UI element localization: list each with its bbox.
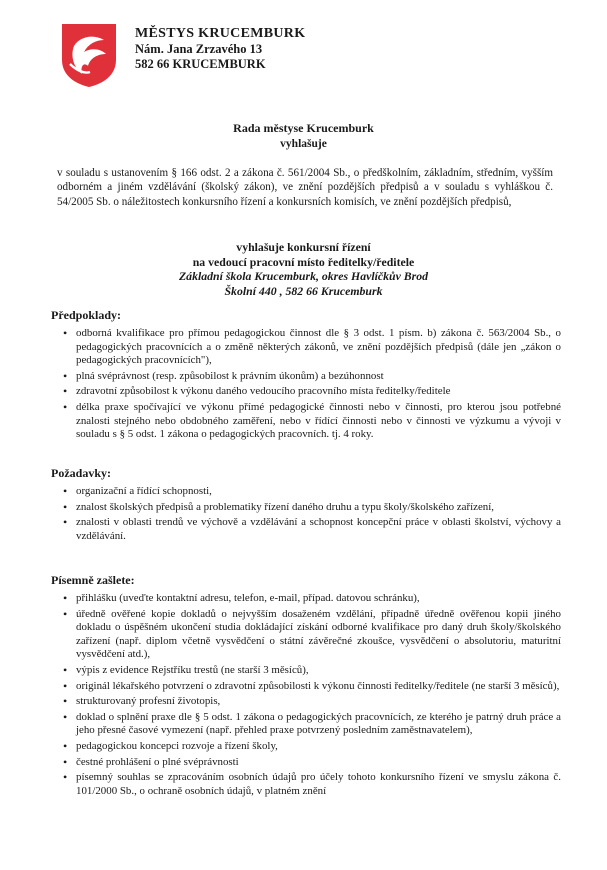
municipality-name: MĚSTYS KRUCEMBURK [135,26,306,41]
section-heading: Požadavky: [51,466,111,480]
list-item: • úředně ověřené kopie dokladů o nejvyšším dosaženém vzdělání, případně úředně ověřenou kopii jiného dokladu o úspěšném ukončení studia dokládající získání odborné kvalifikace pro daný druh školy/školského zařízení (např. diplom včetně vysvědčení o státní závěrečné zkoušce, vysvědčení o absolutoriu, maturitní vysvědčení atd.), [51,608,561,662]
list-item: • organizační a řídící schopnosti, [51,485,561,499]
announcement-line-4: Školní 440 , 582 66 Krucemburk [224,283,383,298]
section-heading: Předpoklady: [51,308,122,322]
list-item: • písemný souhlas se zpracováním osobních údajů pro účely tohoto konkursního řízení ve smyslu zákona č. 101/2000 Sb., o ochraně osobních údajů, v platném znění [51,771,561,798]
list-item: • odborná kvalifikace pro přímou pedagogickou činnost dle § 3 odst. 1 písm. b) zákona č. 563/2004 Sb., o pedagogických pracovnících a o změně některých zákonů, ve znění pozdějších předpisů (dále jen „zákon o pedagogických pracovnících"), [51,327,561,368]
coat-of-arms-shield-icon [60,22,118,88]
list-item: • délka praxe spočívající ve výkonu přímé pedagogické činnosti nebo v činnosti, pro kterou jsou potřebné znalosti stejného nebo obdobného zaměření, nebo v řídící činnosti nebo v činnosti ve výzkumu a vývoji v souladu s § 5 odst. 1 zákona o pedagogických pracovních. tj. 4 roky. [51,401,561,442]
predpoklady-list [51,327,561,442]
list-item: • originál lékařského potvrzení o zdravotní způsobilosti k výkonu činnosti ředitelky/ředitele (ne starší 3 měsíců), [51,680,561,694]
list-item: • doklad o splnění praxe dle § 5 odst. 1 zákona o pedagogických pracovnících, ze kterého je patrný druh práce a jeho přesné časové vymezení (např. přehled praxe potvrzený posledním zaměstnavatelem), [51,711,561,738]
list-item: • znalost školských předpisů a problematiky řízení daného druhu a typu školy/školského zařízení, [51,501,561,515]
document-title: Rada městyse Krucemburk [233,121,374,135]
list-item: • výpis z evidence Rejstříku trestů (ne starší 3 měsíců), [51,664,561,678]
zaslete-list [51,592,561,798]
announcement-line-3: Základní škola Krucemburk, okres Havlíčkův Brod [178,269,429,284]
pozadavky-section [51,466,561,545]
zaslete-section [51,573,561,800]
list-item: • přihlášku (uveďte kontaktní adresu, telefon, e-mail, případ. datovou schránku), [51,592,561,606]
list-item: • plná svéprávnost (resp. způsobilost k právním úkonům) a bezúhonnost [51,370,561,384]
list-item: • strukturovaný profesní životopis, [51,695,561,709]
announcement-line-2: na vedoucí pracovní místo ředitelky/ředitele [192,254,415,269]
announcement-line-1: vyhlašuje konkursní řízení [236,240,371,254]
document-subtitle: vyhlašuje [280,138,327,150]
pozadavky-list [51,485,561,543]
section-heading: Písemně zašlete: [51,573,135,587]
announcement-block [0,240,607,298]
list-item: • čestné prohlášení o plné svéprávnosti [51,756,561,770]
list-item: • znalosti v oblasti trendů ve výchově a vzdělávání a schopnost koncepční práce v oblasti školství, výchovy a vzdělávání. [51,516,561,543]
address-line-1: Nám. Jana Zrzavého 13 [135,41,263,56]
list-item: • zdravotní způsobilost k výkonu daného vedoucího pracovního místa ředitelky/ředitele [51,385,561,399]
intro-paragraph: v souladu s ustanovením § 166 odst. 2 a zákona č. 561/2004 Sb., o předškolním, základním, středním, vyšším odborném a jiném vzdělávání (školský zákon), ve znění pozdějších předpisů a v souladu s vyhláškou č. 54/2005 Sb. o náležitostech konkursního řízení a konkursních komisích, ve znění pozdějších předpisů, [57,167,553,208]
address-line-2: 582 66 KRUCEMBURK [135,57,266,71]
predpoklady-section [51,308,561,444]
list-item: • pedagogickou koncepci rozvoje a řízení školy, [51,740,561,754]
